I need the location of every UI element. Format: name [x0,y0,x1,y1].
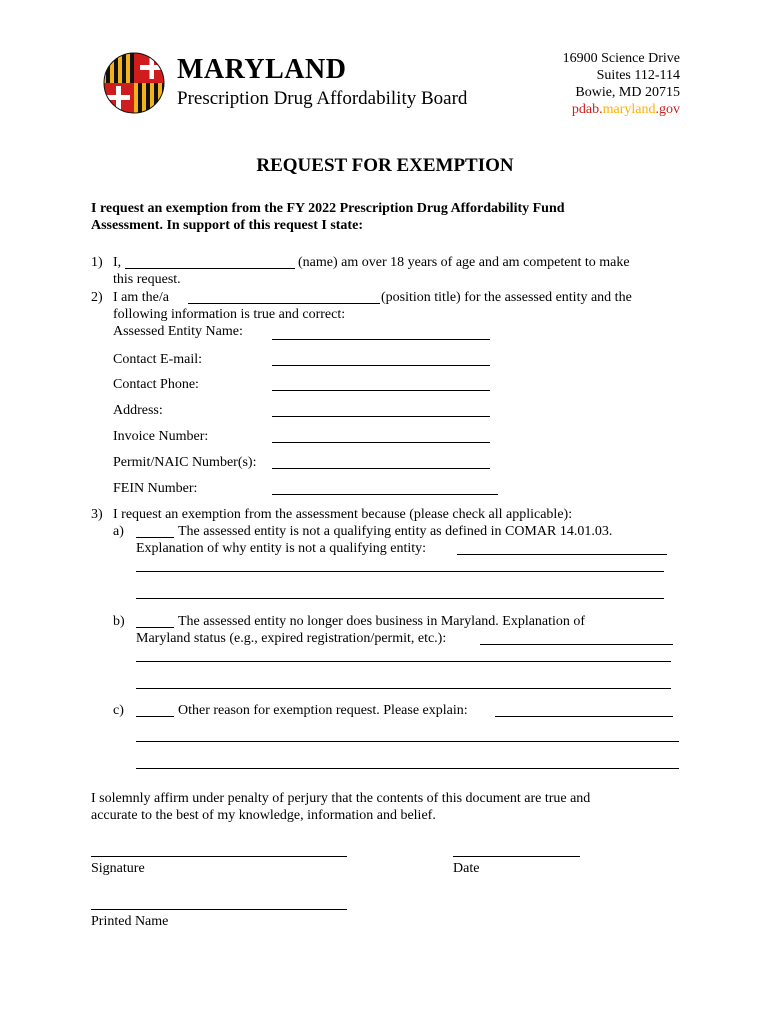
page-title: REQUEST FOR EXEMPTION [256,155,514,176]
field-label-contact-phone: Contact Phone: [113,377,199,392]
signature-line[interactable] [91,856,347,857]
intro-line-2: Assessment. In support of this request I state: [91,218,363,233]
option-a-explain-blank-1[interactable] [457,554,667,555]
position-title-blank[interactable] [188,303,380,304]
option-b-explain-blank-3[interactable] [136,688,671,689]
address-line-2: Suites 112-114 [596,68,680,83]
item-2-suffix: (position title) for the assessed entity and the [381,290,632,305]
item-1-prefix: I, [113,255,122,270]
website-link[interactable] [430,101,680,118]
logo-title: MARYLAND [177,54,347,85]
field-label-permit-naic: Permit/NAIC Number(s): [113,455,257,470]
option-c-explain-blank-3[interactable] [136,768,679,769]
field-label-address: Address: [113,403,163,418]
address-block [430,50,680,118]
option-c-text: Other reason for exemption request. Please explain: [178,703,468,718]
option-b-explain-blank-1[interactable] [480,644,673,645]
website-part-1: pdab. [571,102,603,117]
fein-number-blank[interactable] [272,494,498,495]
option-c-check-blank[interactable] [136,716,174,717]
intro-line-1: I request an exemption from the FY 2022 Prescription Drug Affordability Fund [91,201,565,216]
field-label-invoice-number: Invoice Number: [113,429,209,444]
contact-phone-blank[interactable] [272,390,490,391]
maryland-logo [103,52,165,114]
item-1-line-2: this request. [113,272,181,287]
field-label-entity-name: Assessed Entity Name: [113,324,243,339]
contact-email-blank[interactable] [272,365,490,366]
option-a-label: a) [113,524,124,539]
date-label: Date [453,861,480,876]
item-1-suffix: (name) am over 18 years of age and am competent to make [298,255,630,270]
option-a-explain-blank-2[interactable] [136,571,664,572]
maryland-flag-seal-icon [103,52,165,114]
option-c-explain-blank-2[interactable] [136,741,679,742]
website-part-3: .gov [655,102,680,117]
option-c-explain-blank-1[interactable] [495,716,673,717]
option-b-label: b) [113,614,125,629]
item-3-text: I request an exemption from the assessment because (please check all applicable): [113,507,573,522]
option-b-line-2: Maryland status (e.g., expired registration/permit, etc.): [136,631,447,646]
option-b-text: The assessed entity no longer does business in Maryland. Explanation of [178,614,586,629]
affirmation-line-2: accurate to the best of my knowledge, information and belief. [91,808,436,823]
option-b-explain-blank-2[interactable] [136,661,671,662]
field-label-contact-email: Contact E-mail: [113,352,203,367]
address-blank[interactable] [272,416,490,417]
signature-label: Signature [91,861,145,876]
affirmation-line-1: I solemnly affirm under penalty of perjury that the contents of this document are true and [91,791,591,806]
item-1-number: 1) [91,255,103,270]
date-line[interactable] [453,856,580,857]
item-2-line-2: following information is true and correct: [113,307,346,322]
option-a-explain-blank-3[interactable] [136,598,664,599]
entity-name-blank[interactable] [272,339,490,340]
option-a-text: The assessed entity is not a qualifying entity as defined in COMAR 14.01.03. [178,524,613,539]
item-2-prefix: I am the/a [113,290,169,305]
field-label-fein-number: FEIN Number: [113,481,198,496]
permit-naic-blank[interactable] [272,468,490,469]
option-a-line-2: Explanation of why entity is not a qualifying entity: [136,541,427,556]
logo-subtitle: Prescription Drug Affordability Board [177,88,468,109]
address-line-1: 16900 Science Drive [562,51,680,66]
printed-name-label: Printed Name [91,914,169,929]
name-blank[interactable] [125,268,295,269]
option-a-check-blank[interactable] [136,537,174,538]
website-part-2: maryland [602,102,656,117]
item-2-number: 2) [91,290,103,305]
option-c-label: c) [113,703,124,718]
printed-name-line[interactable] [91,909,347,910]
address-line-3: Bowie, MD 20715 [575,85,680,100]
item-3-number: 3) [91,507,103,522]
option-b-check-blank[interactable] [136,627,174,628]
invoice-number-blank[interactable] [272,442,490,443]
